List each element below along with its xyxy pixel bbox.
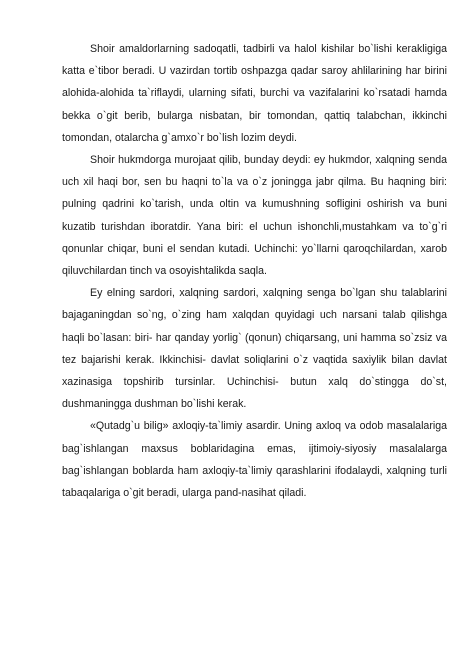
paragraph: Shoir amaldorlarning sadoqatli, tadbirli va halol kishilar bo`lishi kerakligiga katta e`tibor beradi. U vazirdan tortib oshpazga qadar saroy ahlilarining har birini alohida-alohida ta`riflaydi, ularning sifati, burchi va vazifalarini ko`rsatadi hamda bekka o`git berib, bularga nisbatan, bir tomondan, qattiq talabchan, ikkinchi tomondan, otalarcha g`amxo`r bo`lish lozim deydi.: [62, 43, 447, 144]
document-page: [62, 38, 447, 504]
paragraph: Ey elning sardori, xalqning sardori, xalqning senga bo`lgan shu talablarini bajaganingdan so`ng, o`zing ham xalqdan quyidagi uch narsani talab qilishga haqli bo`lasan: biri- har qanday yorlig` (qonun) chiqarsang, uni hamma so`zsiz va tez bajarishi kerak. Ikkinchisi- davlat soliqlarini o`z vaqtida saxiylik bilan davlat xazinasiga topshirib tursinlar. Uchinchisi- butun xalq do`stingga do`st, dushmaningga dushman bo`lishi kerak.: [62, 287, 447, 411]
paragraph: Shoir hukmdorga murojaat qilib, bunday deydi: ey hukmdor, xalqning senda uch xil haqi bor, sen bu haqni to`la va o`z joningga jabr qilma. Bu haqning biri: pulning qadrini ko`tarish, unda oltin va kumushning sofligini oshirish va buni kuzatib turishdan iboratdir. Yana biri: el uchun ishonchli,mustahkam va to`g`ri qonunlar chiqar, buni el sendan kutadi. Uchinchi: yo`llarni qaroqchilardan, xarob qiluvchilardan tinch va osoyishtalikda saqla.: [62, 154, 447, 278]
paragraph: «Qutadg`u bilig» axloqiy-ta`limiy asardir. Uning axloq va odob masalalariga bag`ishlangan maxsus boblaridagina emas, ijtimoiy-siyosiy masalalarga bag`ishlangan boblarda ham axloqiy-ta`limiy qarashlarini ifodalaydi, xalqning turli tabaqalariga o`git beradi, ularga pand-nasihat qiladi.: [62, 420, 447, 500]
